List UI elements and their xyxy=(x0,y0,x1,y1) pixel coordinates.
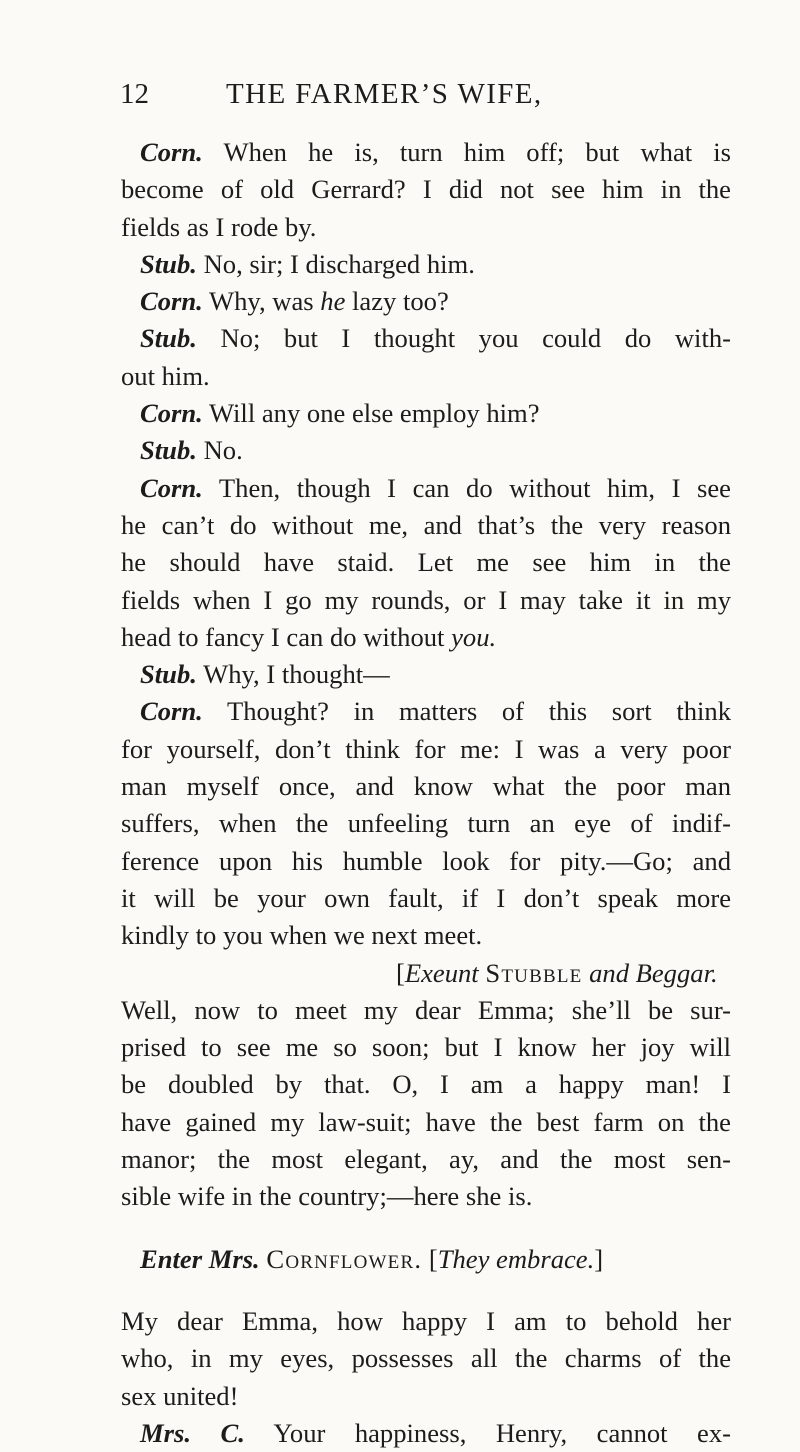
dialogue-text: prised to see me so soon; but I know her joy will xyxy=(121,1032,731,1063)
text-line xyxy=(121,470,731,507)
dialogue-text: Then, though I can do without him, I see xyxy=(218,472,731,503)
stage-text: Enter Mrs. xyxy=(140,1243,260,1274)
text-line xyxy=(121,246,731,283)
dialogue-text: When he is, turn him off; but what is xyxy=(223,137,731,167)
text-line xyxy=(121,1141,731,1178)
dialogue-text: lazy too? xyxy=(345,286,449,317)
dialogue-text: No. xyxy=(203,435,243,466)
text-line xyxy=(121,283,731,320)
speaker-label: Stub. xyxy=(140,435,197,466)
speaker-label: Corn. xyxy=(140,137,203,167)
page-header xyxy=(120,78,740,118)
character-name: Cornflower. xyxy=(266,1243,423,1274)
dialogue-text: Well, now to meet my dear Emma; she’ll be sur- xyxy=(121,994,731,1025)
dialogue-text: Thought? in matters of this sort think xyxy=(227,696,731,727)
text-line xyxy=(121,843,731,880)
running-title: THE FARMER’S WIFE, xyxy=(226,78,543,110)
dialogue-text: Will any one else employ him? xyxy=(209,398,540,429)
stage-text: and Beggar. xyxy=(589,957,718,988)
text-line xyxy=(121,358,731,395)
speaker-label: Corn. xyxy=(140,286,203,317)
speaker-label: Stub. xyxy=(140,248,197,279)
stage-text: They embrace. xyxy=(437,1243,595,1274)
bracket: [ xyxy=(428,1243,438,1274)
dialogue-text: manor; the most elegant, ay, and the most sen- xyxy=(121,1144,731,1175)
text-line xyxy=(121,1066,731,1103)
dialogue-text: man myself once, and know what the poor man xyxy=(121,771,731,802)
text-line xyxy=(121,544,731,581)
text-line xyxy=(121,768,731,805)
text-line xyxy=(121,619,731,656)
text-line xyxy=(121,171,731,208)
character-name: Stubble xyxy=(485,957,583,988)
play-text xyxy=(121,134,731,1452)
text-line xyxy=(121,395,731,432)
text-line xyxy=(121,432,731,469)
dialogue-text: he should have staid. Let me see him in the xyxy=(121,547,731,578)
stage-direction xyxy=(121,955,731,992)
dialogue-text: fields when I go my rounds, or I may take it in my xyxy=(121,584,731,615)
emphasis-text: you. xyxy=(451,621,497,652)
dialogue-text: for yourself, don’t think for me: I was a very poor xyxy=(121,733,731,764)
text-line xyxy=(121,1303,731,1340)
dialogue-text: ference upon his humble look for pity.—Go; and xyxy=(121,845,731,876)
dialogue-text: who, in my eyes, possesses all the charms of the xyxy=(121,1343,731,1374)
dialogue-text: Your happiness, Henry, cannot ex- xyxy=(273,1417,731,1448)
text-line xyxy=(121,917,731,954)
dialogue-text: fields as I rode by. xyxy=(121,211,317,242)
dialogue-text: Why, I thought— xyxy=(203,659,390,690)
text-line xyxy=(121,992,731,1029)
text-line xyxy=(121,134,731,171)
emphasis-text: he xyxy=(320,286,346,317)
text-line xyxy=(121,1415,731,1452)
text-line xyxy=(121,693,731,730)
dialogue-text: head to fancy I can do without xyxy=(121,621,452,652)
dialogue-text: he can’t do without me, and that’s the very reason xyxy=(121,509,731,540)
text-line xyxy=(121,507,731,544)
dialogue-text: it will be your own fault, if I don’t speak more xyxy=(121,882,731,913)
text-line xyxy=(121,1178,731,1215)
text-line xyxy=(121,1029,731,1066)
bracket: ] xyxy=(594,1243,604,1274)
dialogue-text: No, sir; I discharged him. xyxy=(203,248,475,279)
text-line xyxy=(121,656,731,693)
dialogue-text: kindly to you when we next meet. xyxy=(121,920,483,951)
speaker-label: Corn. xyxy=(140,398,203,429)
text-line xyxy=(121,1340,731,1377)
text-line xyxy=(121,1104,731,1141)
speaker-label: Corn. xyxy=(140,696,203,727)
speaker-label: Mrs. C. xyxy=(140,1417,245,1448)
dialogue-text: have gained my law-suit; have the best farm on the xyxy=(121,1106,731,1137)
stage-text: Exeunt xyxy=(404,957,479,988)
dialogue-text: Why, was xyxy=(209,286,321,317)
dialogue-text: out him. xyxy=(121,360,210,391)
dialogue-text: become of old Gerrard? I did not see him in the xyxy=(121,174,731,205)
dialogue-text: No; but I thought you could do with- xyxy=(220,323,731,354)
dialogue-text: My dear Emma, how happy I am to behold her xyxy=(121,1305,731,1336)
stage-direction xyxy=(121,1241,731,1278)
dialogue-text: sex united! xyxy=(121,1380,239,1411)
dialogue-text: be doubled by that. O, I am a happy man! I xyxy=(121,1069,731,1100)
page-number: 12 xyxy=(120,78,149,110)
dialogue-text: sible wife in the country;—here she is. xyxy=(121,1181,533,1212)
text-line xyxy=(121,805,731,842)
text-line xyxy=(121,731,731,768)
text-line xyxy=(121,1378,731,1415)
text-line xyxy=(121,209,731,246)
speaker-label: Stub. xyxy=(140,659,197,690)
dialogue-text: suffers, when the unfeeling turn an eye of indif- xyxy=(121,808,731,839)
text-line xyxy=(121,880,731,917)
speaker-label: Corn. xyxy=(140,472,203,503)
text-line xyxy=(121,320,731,357)
speaker-label: Stub. xyxy=(140,323,197,354)
text-line xyxy=(121,582,731,619)
bracket: [ xyxy=(396,957,405,988)
